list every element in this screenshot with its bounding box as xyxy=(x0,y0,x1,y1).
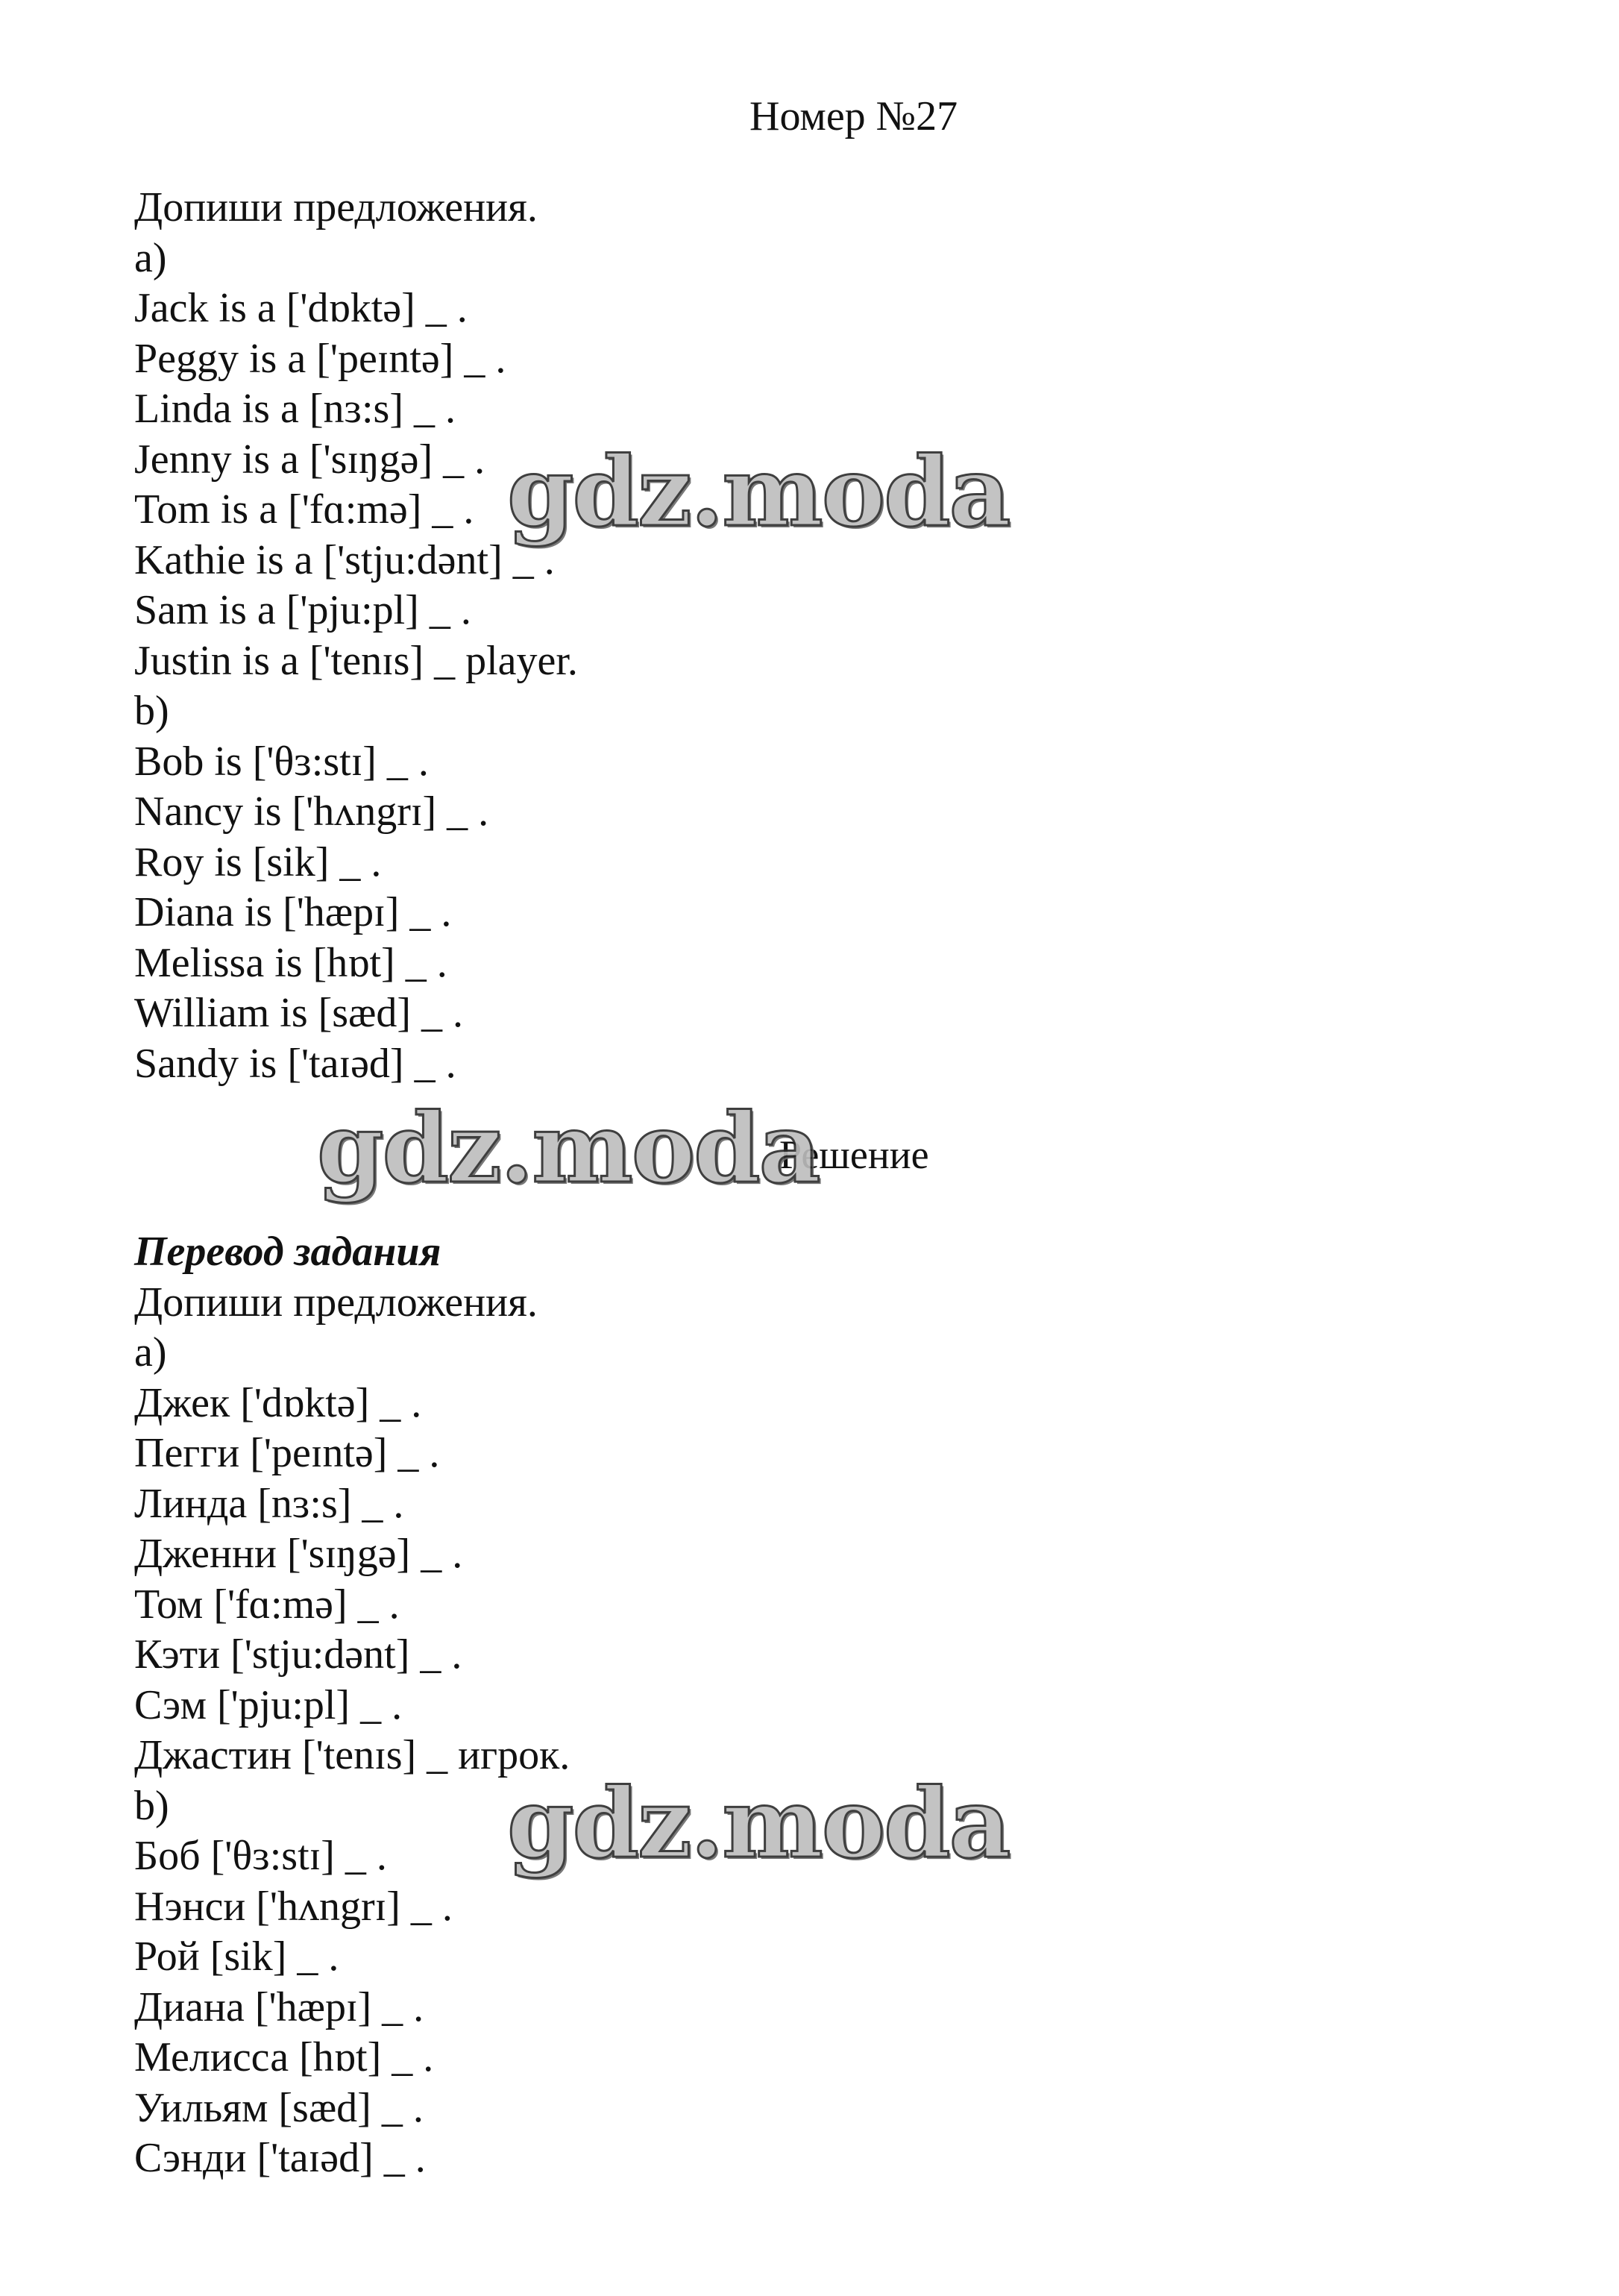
translation-line: Дженни ['sɪŋgə] _ . xyxy=(134,1531,463,1577)
task-line: Peggy is a ['peɪntə] _ . xyxy=(134,335,506,382)
task-line: Roy is [sik] _ . xyxy=(134,838,382,885)
task-line: Kathie is a ['stju:dənt] _ . xyxy=(134,536,555,583)
section-b-label: b) xyxy=(134,688,169,734)
task-line: Melissa is [hɒt] _ . xyxy=(134,939,447,986)
task-line: Diana is ['hæpɪ] _ . xyxy=(134,889,452,935)
translation-line: Мелисса [hɒt] _ . xyxy=(134,2034,434,2080)
task-line: Jenny is a ['sɪŋgə] _ . xyxy=(134,436,485,483)
translation-line: Сэм ['pju:pl] _ . xyxy=(134,1681,403,1728)
watermark-logo: gdz.moda xyxy=(507,1768,1010,1880)
section-a-label: a) xyxy=(134,1329,167,1376)
section-a-label: a) xyxy=(134,234,167,281)
translation-heading: Перевод задания xyxy=(134,1229,441,1275)
translation-line: Кэти ['stju:dənt] _ . xyxy=(134,1631,462,1678)
page-title: Номер №27 xyxy=(749,93,958,139)
task-block xyxy=(134,183,578,1089)
watermark-logo: gdz.moda xyxy=(507,436,1010,548)
translation-line: Линда [nɜ:s] _ . xyxy=(134,1480,404,1527)
translation-line: Джек ['dɒktə] _ . xyxy=(134,1379,422,1426)
task-line: Jack is a ['dɒktə] _ . xyxy=(134,285,468,331)
translation-line: Диана ['hæpɪ] _ . xyxy=(134,1983,424,2030)
translation-block xyxy=(134,1227,570,2184)
task-line: Sam is a ['pju:pl] _ . xyxy=(134,587,471,633)
task-line: Linda is a [nɜ:s] _ . xyxy=(134,386,456,432)
translation-line: Рой [sik] _ . xyxy=(134,1933,339,1980)
translation-line: Том ['fɑ:mə] _ . xyxy=(134,1581,400,1628)
solution-label: Решение xyxy=(779,1132,929,1177)
translation-line: Уильям [sæd] _ . xyxy=(134,2084,424,2131)
task-line: William is [sæd] _ . xyxy=(134,990,464,1036)
translation-line: Сэнди ['taɪəd] _ . xyxy=(134,2135,426,2181)
task-line: Tom is a ['fɑ:mə] _ . xyxy=(134,486,474,533)
translation-line: Пегги ['peɪntə] _ . xyxy=(134,1430,440,1476)
translation-instruction: Допиши предложения. xyxy=(134,1279,538,1326)
section-b-label: b) xyxy=(134,1782,169,1829)
task-line: Sandy is ['taɪəd] _ . xyxy=(134,1040,456,1087)
translation-line: Нэнси ['hʌngrɪ] _ . xyxy=(134,1883,453,1930)
task-line: Justin is a ['tenɪs] _ player. xyxy=(134,637,578,684)
watermark-logo: gdz.moda xyxy=(317,1093,820,1205)
task-instruction: Допиши предложения. xyxy=(134,184,538,230)
translation-line: Джастин ['tenɪs] _ игрок. xyxy=(134,1732,570,1778)
task-line: Nancy is ['hʌngrɪ] _ . xyxy=(134,788,489,835)
task-line: Bob is ['θɜ:stɪ] _ . xyxy=(134,738,429,785)
translation-line: Боб ['θɜ:stɪ] _ . xyxy=(134,1833,387,1879)
